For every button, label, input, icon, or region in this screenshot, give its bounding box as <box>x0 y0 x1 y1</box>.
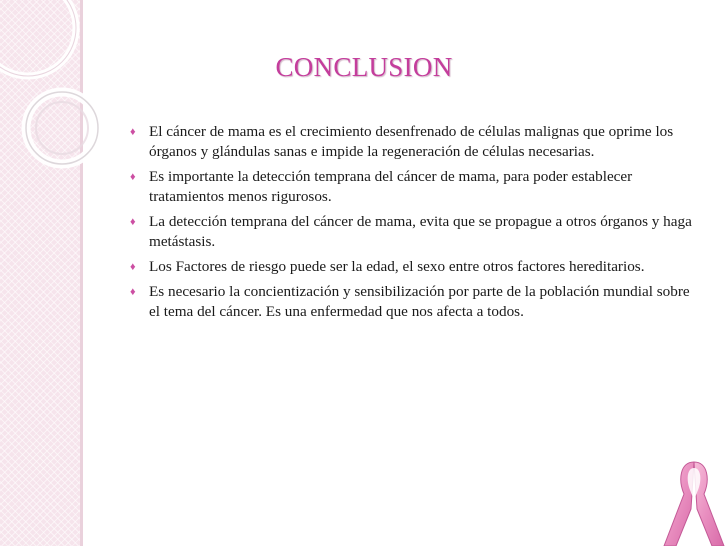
bullet-text: Los Factores de riesgo puede ser la edad, el sexo entre otros factores hereditarios. <box>149 258 645 275</box>
bullet-item-5 <box>130 282 702 322</box>
diamond-bullet-icon: ♦ <box>130 126 136 138</box>
pink-awareness-ribbon-icon <box>658 454 728 546</box>
bullet-item-3 <box>130 212 702 252</box>
bullet-item-2 <box>130 167 702 207</box>
diamond-bullet-icon: ♦ <box>130 261 136 273</box>
decorative-rings-icon <box>0 0 120 200</box>
bullet-text: Es necesario la concientización y sensibilización por parte de la población mundial sobre el tema del cáncer. Es una enfermedad que nos afecta a todos. <box>149 283 690 320</box>
bullet-text: La detección temprana del cáncer de mama, evita que se propague a otros órganos y haga metástasis. <box>149 213 692 250</box>
bullet-text: Es importante la detección temprana del cáncer de mama, para poder establecer tratamientos menos rigurosos. <box>149 168 633 205</box>
bullet-list <box>130 122 702 327</box>
bullet-text: El cáncer de mama es el crecimiento desenfrenado de células malignas que oprime los órganos y glándulas sanas e impide la regeneración de células necesarias. <box>149 123 674 160</box>
bullet-item-4 <box>130 257 702 277</box>
diamond-bullet-icon: ♦ <box>130 216 136 228</box>
diamond-bullet-icon: ♦ <box>130 171 136 183</box>
slide-title: CONCLUSION <box>275 52 453 82</box>
diamond-bullet-icon: ♦ <box>130 286 136 298</box>
bullet-item-1 <box>130 122 702 162</box>
